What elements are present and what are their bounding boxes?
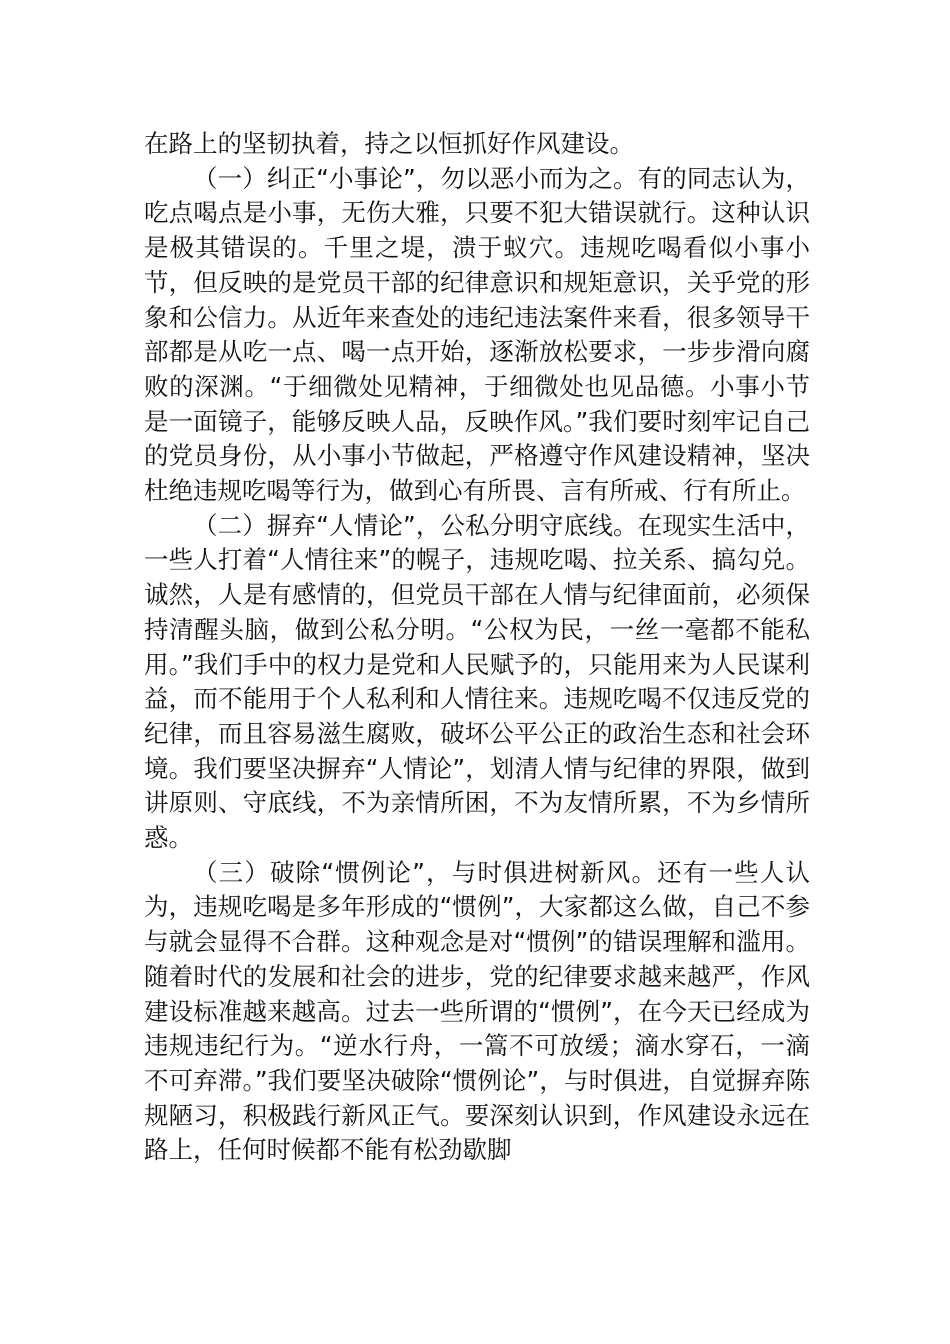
paragraph-continuation: 在路上的坚韧执着，持之以恒抓好作风建设。 — [144, 129, 634, 158]
paragraph-section-3: （三）破除“惯例论”，与时俱进树新风。还有一些人认为，违规吃喝是多年形成的“惯例”，大家都这么做，自己不参与就会显得不合群。这种观念是对“惯例”的错误理解和滥用。随着时代的发展和社会的进步，党的纪律要求越来越严，作风建设标准越来越高。过去一些所谓的“惯例”，在今天已经成为违规违纪行为。“逆水行舟，一篙不可放缓；滴水穿石，一滴不可弃滞。”我们要坚决破除“惯例论”，与时俱进，自觉摒弃陈规陋习，积极践行新风正气。要深刻认识到，作风建设永远在路上，任何时候都不能有松劲歇脚 — [144, 857, 810, 1165]
paragraph-section-2: （二）摒弃“人情论”，公私分明守底线。在现实生活中，一些人打着“人情往来”的幌子，违规吃喝、拉关系、搞勾兑。诚然，人是有感情的，但党员干部在人情与纪律面前，必须保持清醒头脑，做到公私分明。“公权为民，一丝一毫都不能私用。”我们手中的权力是党和人民赋予的，只能用来为人民谋利益，而不能用于个人私利和人情往来。违规吃喝不仅违反党的纪律，而且容易滋生腐败，破坏公平公正的政治生态和社会环境。我们要坚决摒弃“人情论”，划清人情与纪律的界限，做到讲原则、守底线，不为亲情所困，不为友情所累，不为乡情所惑。 — [144, 510, 810, 853]
document-body — [144, 127, 810, 1168]
paragraph-section-1: （一）纠正“小事论”，勿以恶小而为之。有的同志认为，吃点喝点是小事，无伤大雅，只要不犯大错误就行。这种认识是极其错误的。千里之堤，溃于蚁穴。违规吃喝看似小事小节，但反映的是党员干部的纪律意识和规矩意识，关乎党的形象和公信力。从近年来查处的违纪违法案件来看，很多领导干部都是从吃一点、喝一点开始，逐渐放松要求，一步步滑向腐败的深渊。“于细微处见精神，于细微处也见品德。小事小节是一面镜子，能够反映人品，反映作风。”我们要时刻牢记自己的党员身份，从小事小节做起，严格遵守作风建设精神，坚决杜绝违规吃喝等行为，做到心有所畏、言有所戒、行有所止。 — [144, 163, 810, 506]
